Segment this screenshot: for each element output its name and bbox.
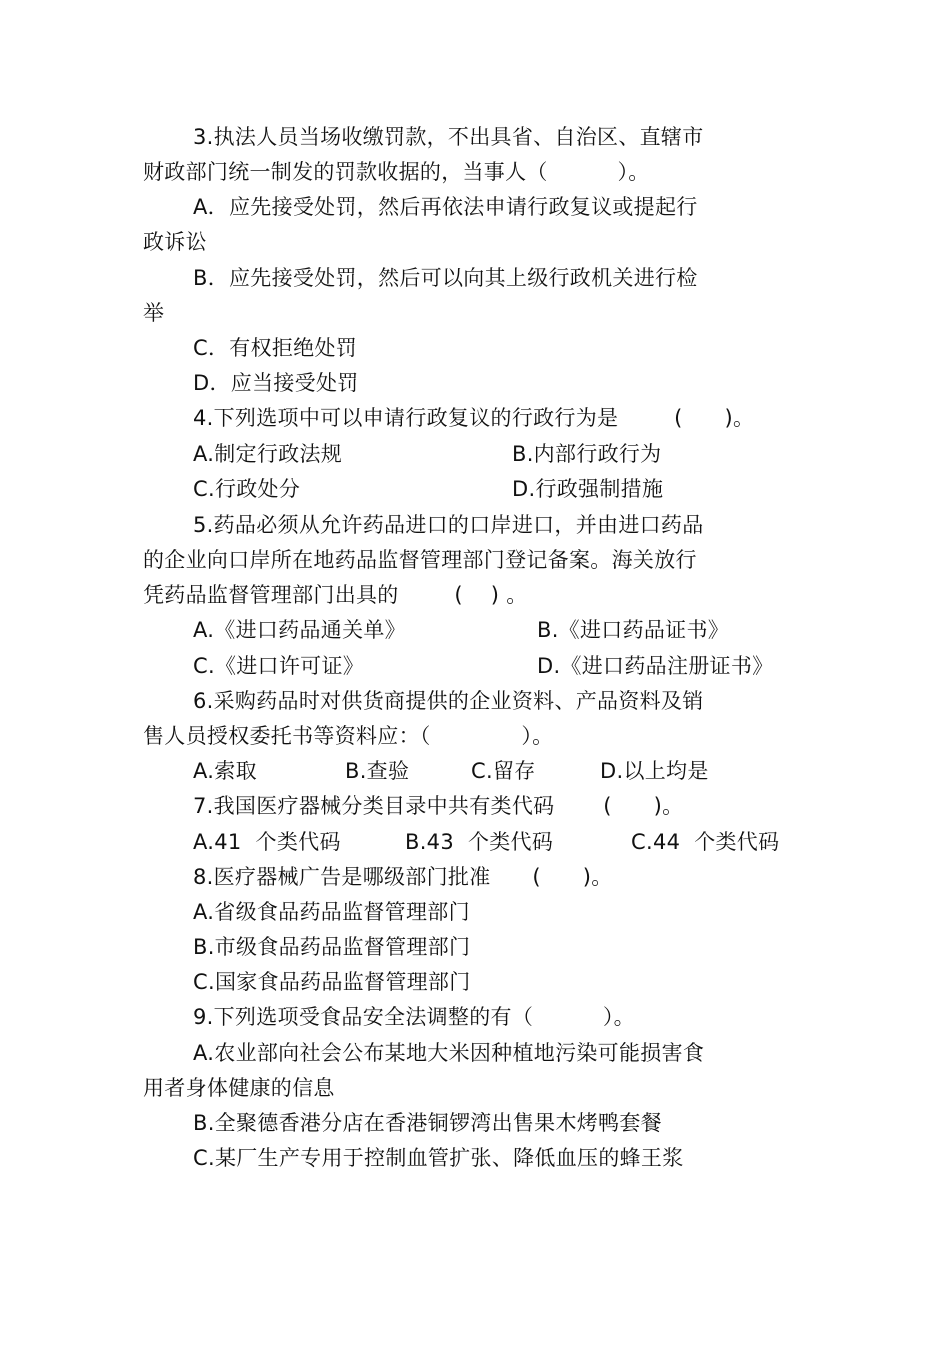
q3-stem-line2: 财政部门统一制发的罚款收据的，当事人（ ）。 (143, 160, 650, 184)
q4-option-a: A.制定行政法规 (193, 442, 343, 466)
q4-option-d: D.行政强制措施 (512, 477, 664, 501)
q8-option-b: B.市级食品药品监督管理部门 (193, 935, 471, 959)
q5-option-a: A.《进口药品通关单》 (193, 618, 406, 642)
q3-option-b-line2: 举 (143, 301, 165, 325)
q6-stem-line1: 6.采购药品时对供货商提供的企业资料、产品资料及销 (193, 689, 704, 713)
q4-stem: 4.下列选项中可以申请行政复议的行政行为是 ( )。 (193, 406, 755, 430)
q9-option-b: B.全聚德香港分店在香港铜锣湾出售果木烤鸭套餐 (193, 1111, 662, 1135)
q7-stem: 7.我国医疗器械分类目录中共有类代码 ( )。 (193, 794, 684, 818)
q3-option-a-line1: A．应先接受处罚，然后再依法申请行政复议或提起行 (193, 195, 698, 219)
q5-option-b: B.《进口药品证书》 (537, 618, 730, 642)
q5-stem-line2: 的企业向口岸所在地药品监督管理部门登记备案。海关放行 (143, 548, 697, 572)
q6-stem-line2: 售人员授权委托书等资料应：（ ）。 (143, 724, 554, 748)
q5-option-d: D.《进口药品注册证书》 (537, 654, 774, 678)
q4-option-b: B.内部行政行为 (512, 442, 662, 466)
q5-stem-line3: 凭药品监督管理部门出具的 ( ) 。 (143, 583, 528, 607)
q6-option-a: A.索取 (193, 759, 257, 783)
q7-option-a: A.41 个类代码 (193, 830, 341, 854)
q9-option-a-line2: 用者身体健康的信息 (143, 1076, 335, 1100)
q9-stem: 9.下列选项受食品安全法调整的有（ ）。 (193, 1005, 635, 1029)
q5-option-c: C.《进口许可证》 (193, 654, 365, 678)
q8-stem: 8.医疗器械广告是哪级部门批准 ( )。 (193, 865, 613, 889)
q6-option-c: C.留存 (471, 759, 536, 783)
q4-option-c: C.行政处分 (193, 477, 301, 501)
q3-stem-line1: 3.执法人员当场收缴罚款，不出具省、自治区、直辖市 (193, 125, 704, 149)
q8-option-a: A.省级食品药品监督管理部门 (193, 900, 470, 924)
q3-option-a-line2: 政诉讼 (143, 230, 207, 254)
q7-option-b: B.43 个类代码 (405, 830, 554, 854)
q5-stem-line1: 5.药品必须从允许药品进口的口岸进口，并由进口药品 (193, 513, 704, 537)
q9-option-a-line1: A.农业部向社会公布某地大米因种植地污染可能损害食 (193, 1041, 705, 1065)
q9-option-c: C.某厂生产专用于控制血管扩张、降低血压的蜂王浆 (193, 1146, 684, 1170)
q6-option-d: D.以上均是 (600, 759, 709, 783)
q7-option-c: C.44 个类代码 (631, 830, 780, 854)
q8-option-c: C.国家食品药品监督管理部门 (193, 970, 471, 994)
q3-option-d: D．应当接受处罚 (193, 371, 359, 395)
q6-option-b: B.查验 (345, 759, 410, 783)
q3-option-b-line1: B．应先接受处罚，然后可以向其上级行政机关进行检 (193, 266, 698, 290)
q3-option-c: C．有权拒绝处罚 (193, 336, 358, 360)
